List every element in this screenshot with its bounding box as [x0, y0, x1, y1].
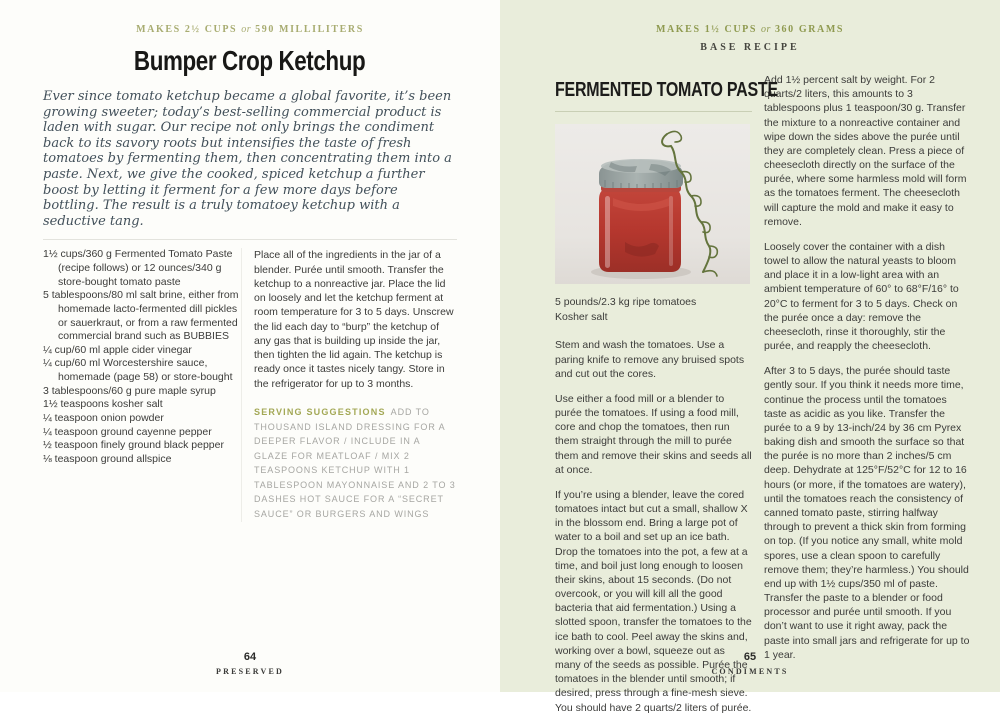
method-paragraph: Use either a food mill or a blender to purée the tomatoes. If using a food mill, core and chop the tomatoes, then run them straight through the mill to purée them and remove their skins and seeds all at once.: [555, 392, 752, 476]
glass-highlight: [669, 196, 673, 266]
left-page: [0, 0, 500, 692]
method-paragraph: If you’re using a blender, leave the cored tomatoes intact but cut a small, shallow X in the blossom end. Bring a large pot of water to a boil and set up an ice bath. Drop the tomatoes into the pot, a few at a time, and boil just long enough to loosen their skins, about 15 seconds. (Do not overcook, or you will kill all the good bacteria that aid fermentation.) Using a slotted spoon, transfer the tomatoes to the ice bath to cool. Peel away the skins and, working over a bowl, squeeze out as many of the seeds as possible. Purée the tomatoes in the blender until smooth; if desired, press through a fine-mesh sieve. You should have 2 quarts/2 liters of purée.: [555, 488, 752, 714]
ingredient: ¼ cup/60 ml apple cider vinegar: [43, 343, 192, 356]
left-page-footer: [0, 651, 500, 676]
ingredient: 5 tablespoons/80 ml salt brine, either from homemade lacto-fermented dill pickles or sauerkraut, or from a raw fermented commercial brand such as BUBBIES: [43, 289, 239, 343]
ingredient: 1½ cups/360 g Fermented Tomato Paste (recipe follows) or 12 ounces/340 g store-bought tomato paste: [43, 248, 233, 288]
right-page-footer: [500, 651, 1000, 676]
yield-or: or: [241, 24, 252, 35]
yield-or: or: [761, 24, 771, 35]
ingredient: ⅛ teaspoon ground allspice: [43, 452, 172, 465]
page-number: 64: [243, 651, 257, 663]
yield-prefix: MAKES 1½ CUPS: [655, 24, 758, 35]
method-column: [241, 248, 457, 521]
yield-suffix: 590 MILLILITERS: [255, 24, 364, 35]
page-number: 65: [743, 651, 757, 663]
method-paragraph: Add 1½ percent salt by weight. For 2 quarts/2 liters, this amounts to 3 tablespoons plus 1 teaspoon/30 g. Transfer the mixture to a nonreactive container and wipe down the sides above the purée until they are completely clean. Press a piece of cheesecloth directly on the surface of the purée, where some harmless mold will form as the tomatoes ferment. The cheesecloth will capture the mold and make it easy to remove.: [764, 74, 967, 228]
method-column: [764, 73, 970, 726]
ingredient: ¼ teaspoon onion powder: [43, 412, 164, 425]
ingredient: 1½ teaspoons kosher salt: [43, 398, 163, 411]
ingredient: ¼ cup/60 ml Worcestershire sauce, homemade (page 58) or store-bought: [43, 357, 233, 384]
recipe-columns: [43, 248, 457, 521]
recipe-intro: Ever since tomato ketchup became a global favorite, it’s been growing sweeter; today’s best-selling commercial product is laden with sugar. Our recipe not only brings the condiment back to its savory roots but intensifies the taste of fresh tomatoes by fermenting them, then concentrating them into a paste. Next, we give the cooked, spiced ketchup a further boost by letting it ferment for a few more days before bottling. The result is a truly tomatoey ketchup with a seductive tang.: [43, 89, 452, 229]
ingredient-list: [555, 295, 752, 324]
recipe-columns: [500, 73, 1000, 726]
base-recipe-label: BASE RECIPE: [700, 42, 800, 53]
ingredient: 3 tablespoons/60 g pure maple syrup: [43, 384, 216, 397]
yield-prefix: MAKES 2½ CUPS: [136, 24, 238, 35]
section-name: PRESERVED: [216, 667, 284, 676]
method-paragraph: Place all of the ingredients in the jar of a blender. Purée until smooth. Transfer the ketchup to a nonreactive jar. Place the lid on loosely and let the ketchup ferment at room temperature for 3 to 5 days. Unscrew the lid each day to “burp” the ketchup of any gas that is building up inside the jar, then tighten the lid again. The ketchup is ready once it tastes nicely tangy. Store in the refrigerator for up to 3 months.: [254, 249, 454, 390]
intro-divider: [43, 239, 457, 240]
glass-highlight: [605, 196, 610, 268]
ingredient: Kosher salt: [555, 310, 608, 323]
recipe-title: FERMENTED TOMATO PASTE: [555, 79, 778, 101]
serving-suggestions-label: SERVING SUGGESTIONS: [254, 407, 386, 417]
right-page: [500, 0, 1000, 714]
ingredient: ¼ teaspoon ground cayenne pepper: [43, 425, 212, 438]
title-divider: [555, 111, 752, 112]
serving-suggestions: [254, 405, 457, 522]
yield-line: [0, 24, 500, 35]
method-paragraph: Loosely cover the container with a dish towel to allow the natural yeasts to bloom and place it in a low-light area with an ambient temperature of 60° to 68°F/16° to 20°C to ferment for 3 to 5 days. Check on the purée once a day: remove the cheesecloth, rinse it thoroughly, stir the purée, and reapply the cheesecloth.: [764, 240, 959, 353]
ingredient: 5 pounds/2.3 kg ripe tomatoes: [555, 296, 697, 308]
yield-line: [500, 24, 1000, 35]
yield-suffix: 360 GRAMS: [774, 24, 845, 35]
page-title: Bumper Crop Ketchup: [134, 45, 366, 76]
section-name: CONDIMENTS: [711, 667, 789, 676]
tomato-paste-jar-photo: [555, 124, 750, 284]
serving-suggestions-text: ADD TO THOUSAND ISLAND DRESSING FOR A DEEPER FLAVOR / INCLUDE IN A GLAZE FOR MEATLOAF / MIX 2 TEASPOONS KETCHUP WITH 1 TABLESPOON MAYONNAISE AND 2 TO 3 DASHES HOT SAUCE FOR A “SECRET SAUCE” OR BURGERS AND WINGS: [254, 407, 456, 520]
ingredient-list: [43, 248, 241, 521]
method-paragraph: After 3 to 5 days, the purée should taste gently sour. If you think it needs more time, continue the process until the tomatoes taste as acidic as you like. Transfer the purée to a 9 by 13-inch/24 by 36 cm Pyrex baking dish and smooth the surface so that the purée is no more than 2 inches/5 cm deep. Dehydrate at 125°F/52°C for 12 to 16 hours (or more, if the tomatoes are watery), until the tomatoes reach the consistency of canned tomato paste, stirring halfway through to prevent a thick skin from forming on top. (If you notice any small, white mold spores, use a clean spoon to carefully remove them; they’re harmless.) You should end up with 1½ cups/350 ml of paste. Transfer the paste to a blender or food processor and purée until smooth. If you don’t want to use it right away, pack the paste into small jars and refrigerate for up to 1 year.: [764, 365, 970, 661]
ingredient: ½ teaspoon finely ground black pepper: [43, 439, 224, 452]
method-paragraph: Stem and wash the tomatoes. Use a paring knife to remove any bruised spots and cut out the cores.: [555, 339, 745, 380]
photo-column: [555, 73, 778, 726]
